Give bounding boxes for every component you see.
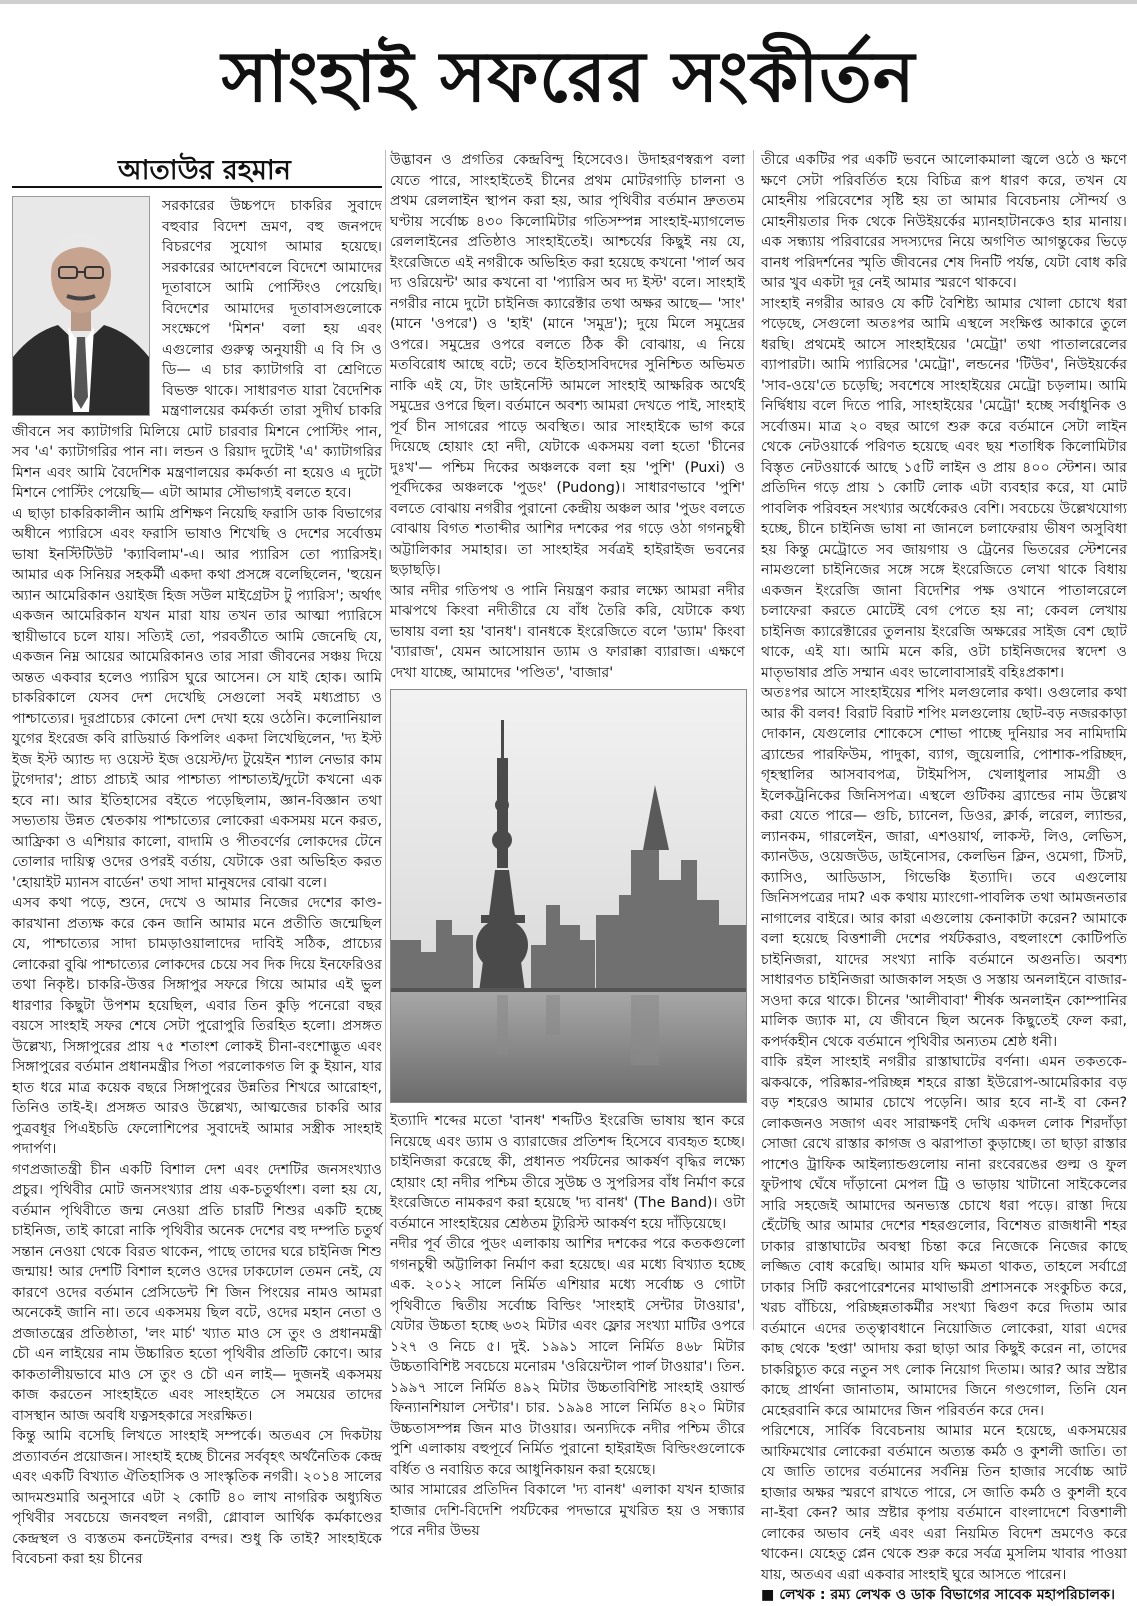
skyline-icon <box>391 690 746 1102</box>
article-column-1 <box>12 196 382 1567</box>
article-column-3 <box>761 150 1127 1603</box>
paragraph: অতঃপর আসে সাংহাইয়ের শপিং মলগুলোর কথা। ওগুলোর কথা আর কী বলব! বিরাট বিরাট শপিং মলগুলোয় ছোট-বড় নজরকাড়া দোকান, যেগুলোর শোকেসে শোভা পাচ্ছে দুনিয়ার সব নামিদামি ব্র্যান্ডের পারফিউম, পাদুকা, ব্যাগ, জুয়েলারি, পোশাক-পরিচ্ছদ, গৃহস্থালির আসবাবপত্র, টাইমপিস, খেলাধুলার সামগ্রী ও ইলেকট্রনিকের জিনিসপত্র। এস্থলে গুটিকয় ব্র্যান্ডের নাম উল্লেখ করা যেতে পারে— গুচি, চ্যানেল, ডিওর, ক্লার্ক, লরেল, ল্যান্ডর, ল্যানকম, গারলেইন, জারা, এশওয়ার্থ, লাকস্ট, লিও, লেভিস, ক্যানউড, ওয়েজউড, ডাইনোসর, কেলভিন ক্লিন, ওমেগা, টিসট, ক্যাসিও, আডিডাস, গিভেঞ্চি ইত্যাদি। তবে এগুলোয় জিনিসপত্রের দাম? এক কথায় ম্যাংগো-পাবলিক তথা আমজনতার নাগালের বাইরে। আর কারা এগুলোয় কেনাকাটা করেন? আমাকে বলা হয়েছে বিত্তশালী দেশের পর্যটকরাও, বহুলাংশে কোটিপতি চাইনিজরা, যাদের সংখ্যা নাকি বর্তমানে অগুনতি। অবশ্য সাধারণত চাইনিজরা আজকাল সহজ ও সস্তায় অনলাইনে বাজার-সওদা করে থাকে। চীনের 'আলীবাবা' শীর্ষক অনলাইন কোম্পানির মালিক জ্যাক মা, যে জীবনে ছিল অনেক কিছুতেই ফেল করা, কপর্দকহীন থেকে বর্তমানে পৃথিবীর অন্যতম শ্রেষ্ঠ ধনী। <box>761 685 1127 1050</box>
paragraph: ইত্যাদি শব্দের মতো 'বানধ' শব্দটিও ইংরেজি ভাষায় স্থান করে নিয়েছে এবং ড্যাম ও ব্যারাজের প্রতিশব্দ হিসেবে ব্যবহৃত হচ্ছে। চাইনিজরা করেছে কী, প্রধানত পর্যটনের আকর্ষণ বৃদ্ধির লক্ষ্যে হোয়াং হো নদীর পশ্চিম তীরে সুউচ্চ ও সুপরিসর বাঁধ নির্মাণ করে ইংরেজিতে নামকরণ করা হয়েছে 'দ্য বানধ' (The Band)। ওটা বর্তমানে সাংহাইয়ের শ্রেষ্ঠতম ট্যুরিস্ট আকর্ষণ হয়ে দাঁড়িয়েছে। <box>390 1113 745 1232</box>
shanghai-skyline-photo <box>390 689 747 1103</box>
paragraph: পরিশেষে, সার্বিক বিবেচনায় আমার মনে হয়েছে, একসময়ের আফিমখোর লোকেরা বর্তমানে অত্যন্ত কর্মঠ ও কুশলী জাতি। তা যে জাতি তাদের বর্তমানের সর্বনিম্ন তিন হাজার সর্বোচ্চ আট হাজার অক্ষর স্মরণে রাখতে পারে, সে জাতি কর্মঠ ও কুশলী হবে না-ইবা কেন? আর স্রষ্টার কৃপায় বর্তমানে বাংলাদেশে বিত্তশালী লোকের অভাব নেই এবং এরা নিয়মিত বিদেশ ভ্রমণেও করে থাকেন। যেহেতু প্লেন থেকে শুরু করে সর্বত্র মুসলিম খাবার পাওয়া যায়, অতএব এরা একবার সাংহাই ঘুরে আসতে পারেন। <box>761 1423 1127 1583</box>
paragraph: আর সামারের প্রতিদিন বিকালে 'দ্য বানধ' এলাকা যখন হাজার হাজার দেশি-বিদেশি পর্যটকের পদভারে মুখরিত হয় ও সন্ধ্যার পরে নদীর উভয় <box>390 1482 745 1539</box>
author-footnote: ■ লেখক : রম্য লেখক ও ডাক বিভাগের সাবেক মহাপরিচালক। <box>761 1587 1116 1603</box>
paragraph: সরকারের উচ্চপদে চাকরির সুবাদে বহুবার বিদেশ ভ্রমণ, বহু জনপদে বিচরণের সুযোগ আমার হয়েছে। সরকারের আদেশবলে বিদেশে আমাদের দূতাবাসে আমি পোস্টিংও পেয়েছি। বিদেশের আমাদের দূতাবাসগুলোকে সংক্ষেপে 'মিশন' বলা হয় এবং এগুলোর গুরুত্ব অনুযায়ী এ বি সি ও ডি— এ চার ক্যাটাগরি বা শ্রেণিতে বিভক্ত থাকে। সাধারণত যারা বৈদেশিক মন্ত্রণালয়ের কর্মকর্তা তারা সুদীর্ঘ চাকরি জীবনে সব ক্যাটাগরি মিলিয়ে মোট চারবার মিশনে পোস্টিং পান, সব 'এ' ক্যাটাগরির পান না। লন্ডন ও রিয়াদ দুটোই 'এ' ক্যাটাগরির মিশন এবং আমি বৈদেশিক মন্ত্রণালয়ের কর্মকর্তা না হয়েও এ দুটো মিশনে পোস্টিং পেয়েছি— এটা আমার সৌভাগ্যই বলতে হবে। <box>12 198 382 501</box>
paragraph: বাকি রইল সাংহাই নগরীর রাস্তাঘাটের বর্ণনা। এমন তকতকে-ঝকঝকে, পরিষ্কার-পরিচ্ছন্ন শহরে রাস্তা ইউরোপ-আমেরিকার বড় বড় শহরেও আমার চোখে পড়েনি। আর হবে না-ই বা কেন? লোকজনও সজাগ এবং সারাক্ষণই দেখি একদল লোক শিরদাঁড়া সোজা রেখে রাস্তার কাগজ ও ঝরাপাতা কুড়াচ্ছে। তা ছাড়া রাস্তার পাশেও ট্রাফিক আইল্যান্ডগুলোয় নানা রংবেরঙের গুল্ম ও ফুল ফুটপাথ ঘেঁষে দাঁড়ানো মেপল ট্রি ও ভাড়ায় খাটানো সাইকেলের সারি সহজেই আমাদের অনভ্যস্ত চোখে ধরা পড়ে। রাস্তা দিয়ে হেঁটেছি আর আমার দেশের শহরগুলোর, বিশেষত রাজধানী শহর ঢাকার রাস্তাঘাটের অবস্থা চিন্তা করে নিজেকে নিজের কাছে লজ্জিত বোধ করেছি। আমার যদি ক্ষমতা থাকত, তাহলে সর্বাগ্রে ঢাকার সিটি করপোরেশনের মাথাভারী প্রশাসনকে সংকুচিত করে, খরচ বাঁচিয়ে, পরিচ্ছন্নতাকর্মীর সংখ্যা দ্বিগুণ করে দিতাম আর বর্তমানে এদের তত্ত্বাবধানে নিয়োজিত লোকেরা, যারা এদের কাছ থেকে 'হপ্তা' আদায় করা ছাড়া আর কিছুই করেন না, তাদের চাকরিচ্যুত করে নতুন সৎ লোক নিয়োগ দিতাম। আর? আর স্রষ্টার কাছে প্রার্থনা জানাতাম, আমাদের জিনে গণ্ডগোল, তিনি যেন মেহেরবানি করে আমাদের জিন পরিবর্তন করে দেন। <box>761 1054 1127 1419</box>
column-divider <box>753 150 754 1330</box>
article-column-2 <box>390 150 745 1539</box>
author-portrait <box>12 196 150 416</box>
paragraph: গণপ্রজাতন্ত্রী চীন একটি বিশাল দেশ এবং দেশটির জনসংখ্যাও প্রচুর। পৃথিবীর মোট জনসংখ্যার প্রায় এক-চতুর্থাংশ। বলা হয় যে, বর্তমান পৃথিবীতে জন্ম নেওয়া প্রতি চারটি শিশুর একটি হচ্ছে চাইনিজ, তাই কারো নাকি পৃথিবীর অনেক দেশের বহু দম্পতি চতুর্থ সন্তান নেওয়া থেকে বিরত থাকেন, পাছে তাদের ঘরে চাইনিজ শিশু জন্মায়! আর দেশটি বিশাল হলেও ওদের ঢাকঢোল তেমন নেই, যে কারণে ওদের বর্তমান প্রেসিডেন্ট শি জিন পিংয়ের নামও আমরা অনেকেই জানি না। তবে একসময় ছিল বটে, ওদের মহান নেতা ও প্রজাতন্ত্রের প্রতিষ্ঠাতা, 'লং মার্চ' খ্যাত মাও সে তুং ও প্রধানমন্ত্রী চৌ এন লাইয়ের নাম উচ্চারিত হতো পৃথিবীর প্রতিটি কোণে। আর কাকতালীয়ভাবে মাও সে তুং ও চৌ এন লাই— দুজনই একসময় কাজ করতেন সাংহাইতে এবং সাংহাইতে সে সময়ের তাদের বাসস্থান আজ অবধি যত্নসহকারে সংরক্ষিত। <box>12 1161 382 1424</box>
paragraph: নদীর পূর্ব তীরে পুডং এলাকায় আশির দশকের পরে কতকগুলো গগনচুম্বী অট্টালিকা নির্মাণ করা হয়েছে। এর মধ্যে বিখ্যাত হচ্ছে এক. ২০১২ সালে নির্মিত এশিয়ার মধ্যে সর্বোচ্চ ও গোটা পৃথিবীতে দ্বিতীয় সর্বোচ্চ বিল্ডিং 'সাংহাই সেন্টার টাওয়ার', যেটার উচ্চতা হচ্ছে ৬৩২ মিটার এবং ফ্লোর সংখ্যা মাটির ওপরে ১২৭ ও নিচে ৫। দুই. ১৯৯১ সালে নির্মিত ৪৬৮ মিটার উচ্চতাবিশিষ্ট সবচেয়ে মনোরম 'ওরিয়েন্টাল পার্ল টাওয়ার'। তিন. ১৯৯৭ সালে নির্মিত ৪৯২ মিটার উচ্চতাবিশিষ্ট সাংহাই ওয়ার্ল্ড ফিন্যানশিয়াল সেন্টার'। চার. ১৯৯৪ সালে নির্মিত ৪২০ মিটার উচ্চতাসম্পন্ন জিন মাও টাওয়ার। অন্যদিকে নদীর পশ্চিম তীরে পুশি এলাকায় বহুপূর্বে নির্মিত পুরানো হাইরাইজ বিল্ডিংগুলোকে বর্ধিত ও নবায়িত করে আধুনিকায়ন করা হয়েছে। <box>390 1236 745 1478</box>
paragraph: কিন্তু আমি বসেছি লিখতে সাংহাই সম্পর্কে। অতএব সে দিকটায় প্রত্যাবর্তন প্রয়োজন। সাংহাই হচ্ছে চীনের সর্ববৃহৎ অর্থনৈতিক কেন্দ্র এবং একটি বিখ্যাত ঐতিহাসিক ও সাংস্কৃতিক নগরী। ২০১৪ সালের আদমশুমারি অনুসারে এটা ২ কোটি ৪০ লাখ নাগরিক অধ্যুষিত পৃথিবীর সবচেয়ে জনবহুল নগরী, গ্লোবাল আর্থিক কর্মকাণ্ডের কেন্দ্রস্থল ও ব্যস্ততম কনটেইনার বন্দর। শুধু কি তাই? সাংহাইকে বিবেচনা করা হয় চীনের <box>12 1428 382 1567</box>
paragraph: আর নদীর গতিপথ ও পানি নিয়ন্ত্রণ করার লক্ষ্যে আমরা নদীর মাঝপথে কিংবা নদীতীরে যে বাঁধ তৈরি করি, যেটাকে কথ্য ভাষায় বলা হয় 'বানধ'। বানধকে ইংরেজিতে বলে 'ড্যাম' কিংবা 'ব্যারাজ', যেমন আসোয়ান ড্যাম ও ফারাক্কা ব্যারাজ। এক্ষণে দেখা যাচ্ছে, আমাদের 'পণ্ডিত', 'বাজার' <box>390 582 745 681</box>
paragraph: তীরে একটির পর একটি ভবনে আলোকমালা জ্বলে ওঠে ও ক্ষণে ক্ষণে সেটা পরিবর্তিত হয়ে বিচিত্র রূপ ধারণ করে, তখন যে মোহনীয় পরিবেশের সৃষ্টি হয় তা আমার বিবেচনায় সৌন্দর্য ও মোহনীয়তার দিক থেকে নিউইয়র্কের ম্যানহাটানকেও হার মানায়। এক সন্ধ্যায় পরিবারের সদস্যদের নিয়ে অগণিত আগন্তুকের ভিড়ে বানধ পরিদর্শনের স্মৃতি জীবনের শেষ দিনটি পর্যন্ত, যেটা বোধ করি আর খুব একটা দূর নেই আমার স্মরণে থাকবে। <box>761 152 1127 291</box>
paragraph: এ ছাড়া চাকরিকালীন আমি প্রশিক্ষণ নিয়েছি ফরাসি ডাক বিভাগের অধীনে প্যারিসে এবং ফরাসি ভাষাও শিখেছি ও দেশের সর্বোত্তম ভাষা ইনস্টিটিউট 'ক্যাবিলাম'-এ। আর প্যারিস তো প্যারিসই। আমার এক সিনিয়র সহকর্মী একদা কথা প্রসঙ্গে বলেছিলেন, 'হুয়েন অ্যান আমেরিকান ওয়াইজ হিজ সউল মাইগ্রেটস টু প্যারিস'; অর্থাৎ একজন আমেরিকান যখন মারা যায় তখন তার আত্মা প্যারিসে স্থায়ীভাবে চলে যায়। সত্যিই তো, পরবর্তীতে আমি জেনেছি যে, একজন নিম্ন আয়ের আমেরিকানও তার সারা জীবনের সঞ্চয় দিয়ে অন্তত একবার হলেও প্যারিস ঘুরে আসেন। সে যাই হোক। আমি চাকরিকালে যেসব দেশ দেখেছি সেগুলো সবই মধ্যপ্রাচ্য ও পাশ্চাত্যের। দূরপ্রাচ্যের কোনো দেশ দেখা হয়ে ওঠেনি। কলোনিয়াল যুগের ইংরেজ কবি রাডিয়ার্ড কিপলিং একদা লিখেছিলেন, 'দ্য ইস্ট ইজ ইস্ট অ্যান্ড দ্য ওয়েস্ট ইজ ওয়েস্ট/দ্য টুয়েইন শ্যাল নেভার কাম টুগেদার'; প্রাচ্য প্রাচ্যই আর পাশ্চাত্য পাশ্চাত্যই/দুটো কখনো এক হবে না। আর ইতিহাসের বইতে পড়েছিলাম, জ্ঞান-বিজ্ঞান তথা সভ্যতায় উন্নত শ্বেতকায় পাশ্চাত্যের লোকেরা একসময় মনে করত, আফ্রিকা ও এশিয়ার কালো, বাদামি ও পীতবর্ণের লোকদের টেনে তোলার দায়িত্ব ওদের ওপরই বর্তায়, যেটাকে ওরা অভিহিত করত 'হোয়াইট ম্যানস বার্ডেন' তথা সাদা মানুষদের বোঝা বলে। <box>12 505 382 891</box>
paragraph: এসব কথা পড়ে, শুনে, দেখে ও আমার নিজের দেশের কাণ্ড-কারখানা প্রত্যক্ষ করে কেন জানি আমার মনে প্রতীতি জন্মেছিল যে, পাশ্চাত্যের সাদা চামড়াওয়ালাদের দাবিই সঠিক, প্রাচ্যের লোকেরা বুঝি পাশ্চাত্যের লোকদের চেয়ে সব দিক দিয়ে ইনফেরিওর তথা নিকৃষ্ট। চাকরি-উত্তর সিঙ্গাপুর সফরে গিয়ে আমার এই ভুল ধারণার কিছুটা উপশম হয়েছিল, এবার তিন কুড়ি পনেরো বছর বয়সে সাংহাই সফর শেষে সেটা পুরোপুরি তিরহিত হলো। প্রসঙ্গত উল্লেখ্য, সিঙ্গাপুরের প্রায় ৭৫ শতাংশ লোকই চীনা-বংশোদ্ভূত এবং সিঙ্গাপুরের বর্তমান প্রধানমন্ত্রীর পিতা পরলোকগত লি কু ইয়ান, যার হাত ধরে মাত্র কয়েক বছরে সিঙ্গাপুরের উন্নতির শিখরে আরোহণ, তিনিও তাই-ই। প্রসঙ্গত আরও উল্লেখ্য, আত্মজের চাকরি আর পুত্রবধূর পিএইচডি ফেলোশিপের সুবাদেই আমার সস্ত্রীক সাংহাই পদার্পণ। <box>12 895 382 1157</box>
author-byline: আতাউর রহমান <box>118 155 291 186</box>
paragraph: সাংহাই নগরীর আরও যে কটি বৈশিষ্ট্য আমার খোলা চোখে ধরা পড়েছে, সেগুলো অতঃপর আমি এস্থলে সংক্ষিপ্ত আকারে তুলে ধরছি। প্রথমেই আসে সাংহাইয়ের 'মেট্রো' তথা পাতালরেলের ব্যাপারটা। আমি প্যারিসের 'মেট্রো', লন্ডনের 'টিউব', নিউইয়র্কের 'সাব-ওয়ে'তে চড়েছি; সবশেষে সাংহাইয়ের মেট্রো চড়লাম। আমি নির্দ্বিধায় বলে দিতে পারি, সাংহাইয়ের 'মেট্রো' হচ্ছে সর্বাধুনিক ও সর্বোত্তম। মাত্র ২০ বছর আগে শুরু করে বর্তমানে সেটা লাইন থেকে নেটওয়ার্কে পরিণত হয়েছে এবং ছয় শতাধিক কিলোমিটার বিস্তৃত নেটওয়ার্কে আছে ১৫টি লাইন ও প্রায় ৪০০ স্টেশন। আর প্রতিদিন গড়ে প্রায় ১ কোটি লোক এটা ব্যবহার করে, যা মোট পাবলিক পরিবহন সংখ্যার অর্ধেকেরও বেশি। সবচেয়ে উল্লেখযোগ্য হচ্ছে, চীনে চাইনিজ ভাষা না জানলে চলাফেরায় ভীষণ অসুবিধা হয় কিন্তু মেট্রোতে সব জায়গায় ও ট্রেনের ভিতরের স্টেশনের নামগুলো চাইনিজের সঙ্গে সঙ্গে ইংরেজিতে লেখা থাকে বিধায় একজন ইংরেজি জানা বিদেশির পক্ষ ওখানে পাতালরেলে চলাফেরা করতে মোটেই বেগ পেতে হয় না; কেবল লেখায় চাইনিজ ক্যারেক্টারের তুলনায় ইংরেজি অক্ষরের সাইজ বেশ ছোট থাকে, এই যা। আমি মনে করি, ওটা চাইনিজদের স্বদেশ ও মাতৃভাষার প্রতি সম্মান এবং ভালোবাসারই বহিঃপ্রকাশ। <box>761 295 1127 681</box>
top-rule <box>0 0 1137 4</box>
byline-rule <box>12 186 382 188</box>
article-headline: সাংহাই সফরের সংকীর্তন <box>221 36 916 118</box>
paragraph: উদ্ভাবন ও প্রগতির কেন্দ্রবিন্দু হিসেবেও। উদাহরণস্বরূপ বলা যেতে পারে, সাংহাইতেই চীনের প্রথম মোটরগাড়ি চালনা ও প্রথম রেললাইন স্থাপন করা হয়, আর পৃথিবীর বর্তমান দ্রুততম ঘণ্টায় সর্বোচ্চ ৪৩০ কিলোমিটার গতিসম্পন্ন সাংহাই-ম্যাগলেভ রেললাইনের প্রতিষ্ঠাও সাংহাইতেই। আশ্চর্যের কিছুই নয় যে, ইংরেজিতে এই নগরীকে অভিহিত করা হয়েছে কখনো 'পার্ল অব দ্য ওরিয়েন্ট' আর কখনো বা 'প্যারিস অব দ্য ইস্ট' বলে। সাংহাই নগরীর নামে দুটো চাইনিজ ক্যারেক্টার তথা অক্ষর আছে— 'সাং' (মানে 'ওপরে') ও 'হাই' (মানে 'সমুদ্র'); দুয়ে মিলে সমুদ্রের ওপরে। সমুদ্রের ওপরে বলতে ঠিক কী বোঝায়, এ নিয়ে মতবিরোধ আছে বটে; তবে ইতিহাসবিদদের সুনিশ্চিত অভিমত নাকি এই যে, টাং ডাইনেস্টি আমলে সাংহাই আক্ষরিক অর্থেই সমুদ্রের ওপরে ছিল। বর্তমানে অবশ্য আমরা দেখতে পাই, সাংহাই পূর্ব চীন সাগরের পাড়ে অবস্থিত। আর সাংহাইকে ভাগ করে দিয়েছে হোয়াং হো নদী, যেটাকে একসময় বলা হতো 'চীনের দুঃখ'— পশ্চিম দিকের অঞ্চলকে বলা হয় 'পুশি' (Puxi) ও পূর্বদিকের অঞ্চলকে 'পুডং' (Pudong)। সাধারণভাবে 'পুশি' বলতে বোঝায় নগরীর পুরানো কেন্দ্রীয় অঞ্চল আর 'পুডং বলতে বোঝায় বিগত শতাব্দীর আশির দশকের পর গড়ে ওঠা গগনচুম্বী অট্টালিকার সমাহার। তা সাংহাইর সর্বত্রই হাইরাইজ ভবনের ছড়াছড়ি। <box>390 152 745 578</box>
column-divider <box>385 150 386 1330</box>
author-portrait-icon <box>13 197 149 415</box>
